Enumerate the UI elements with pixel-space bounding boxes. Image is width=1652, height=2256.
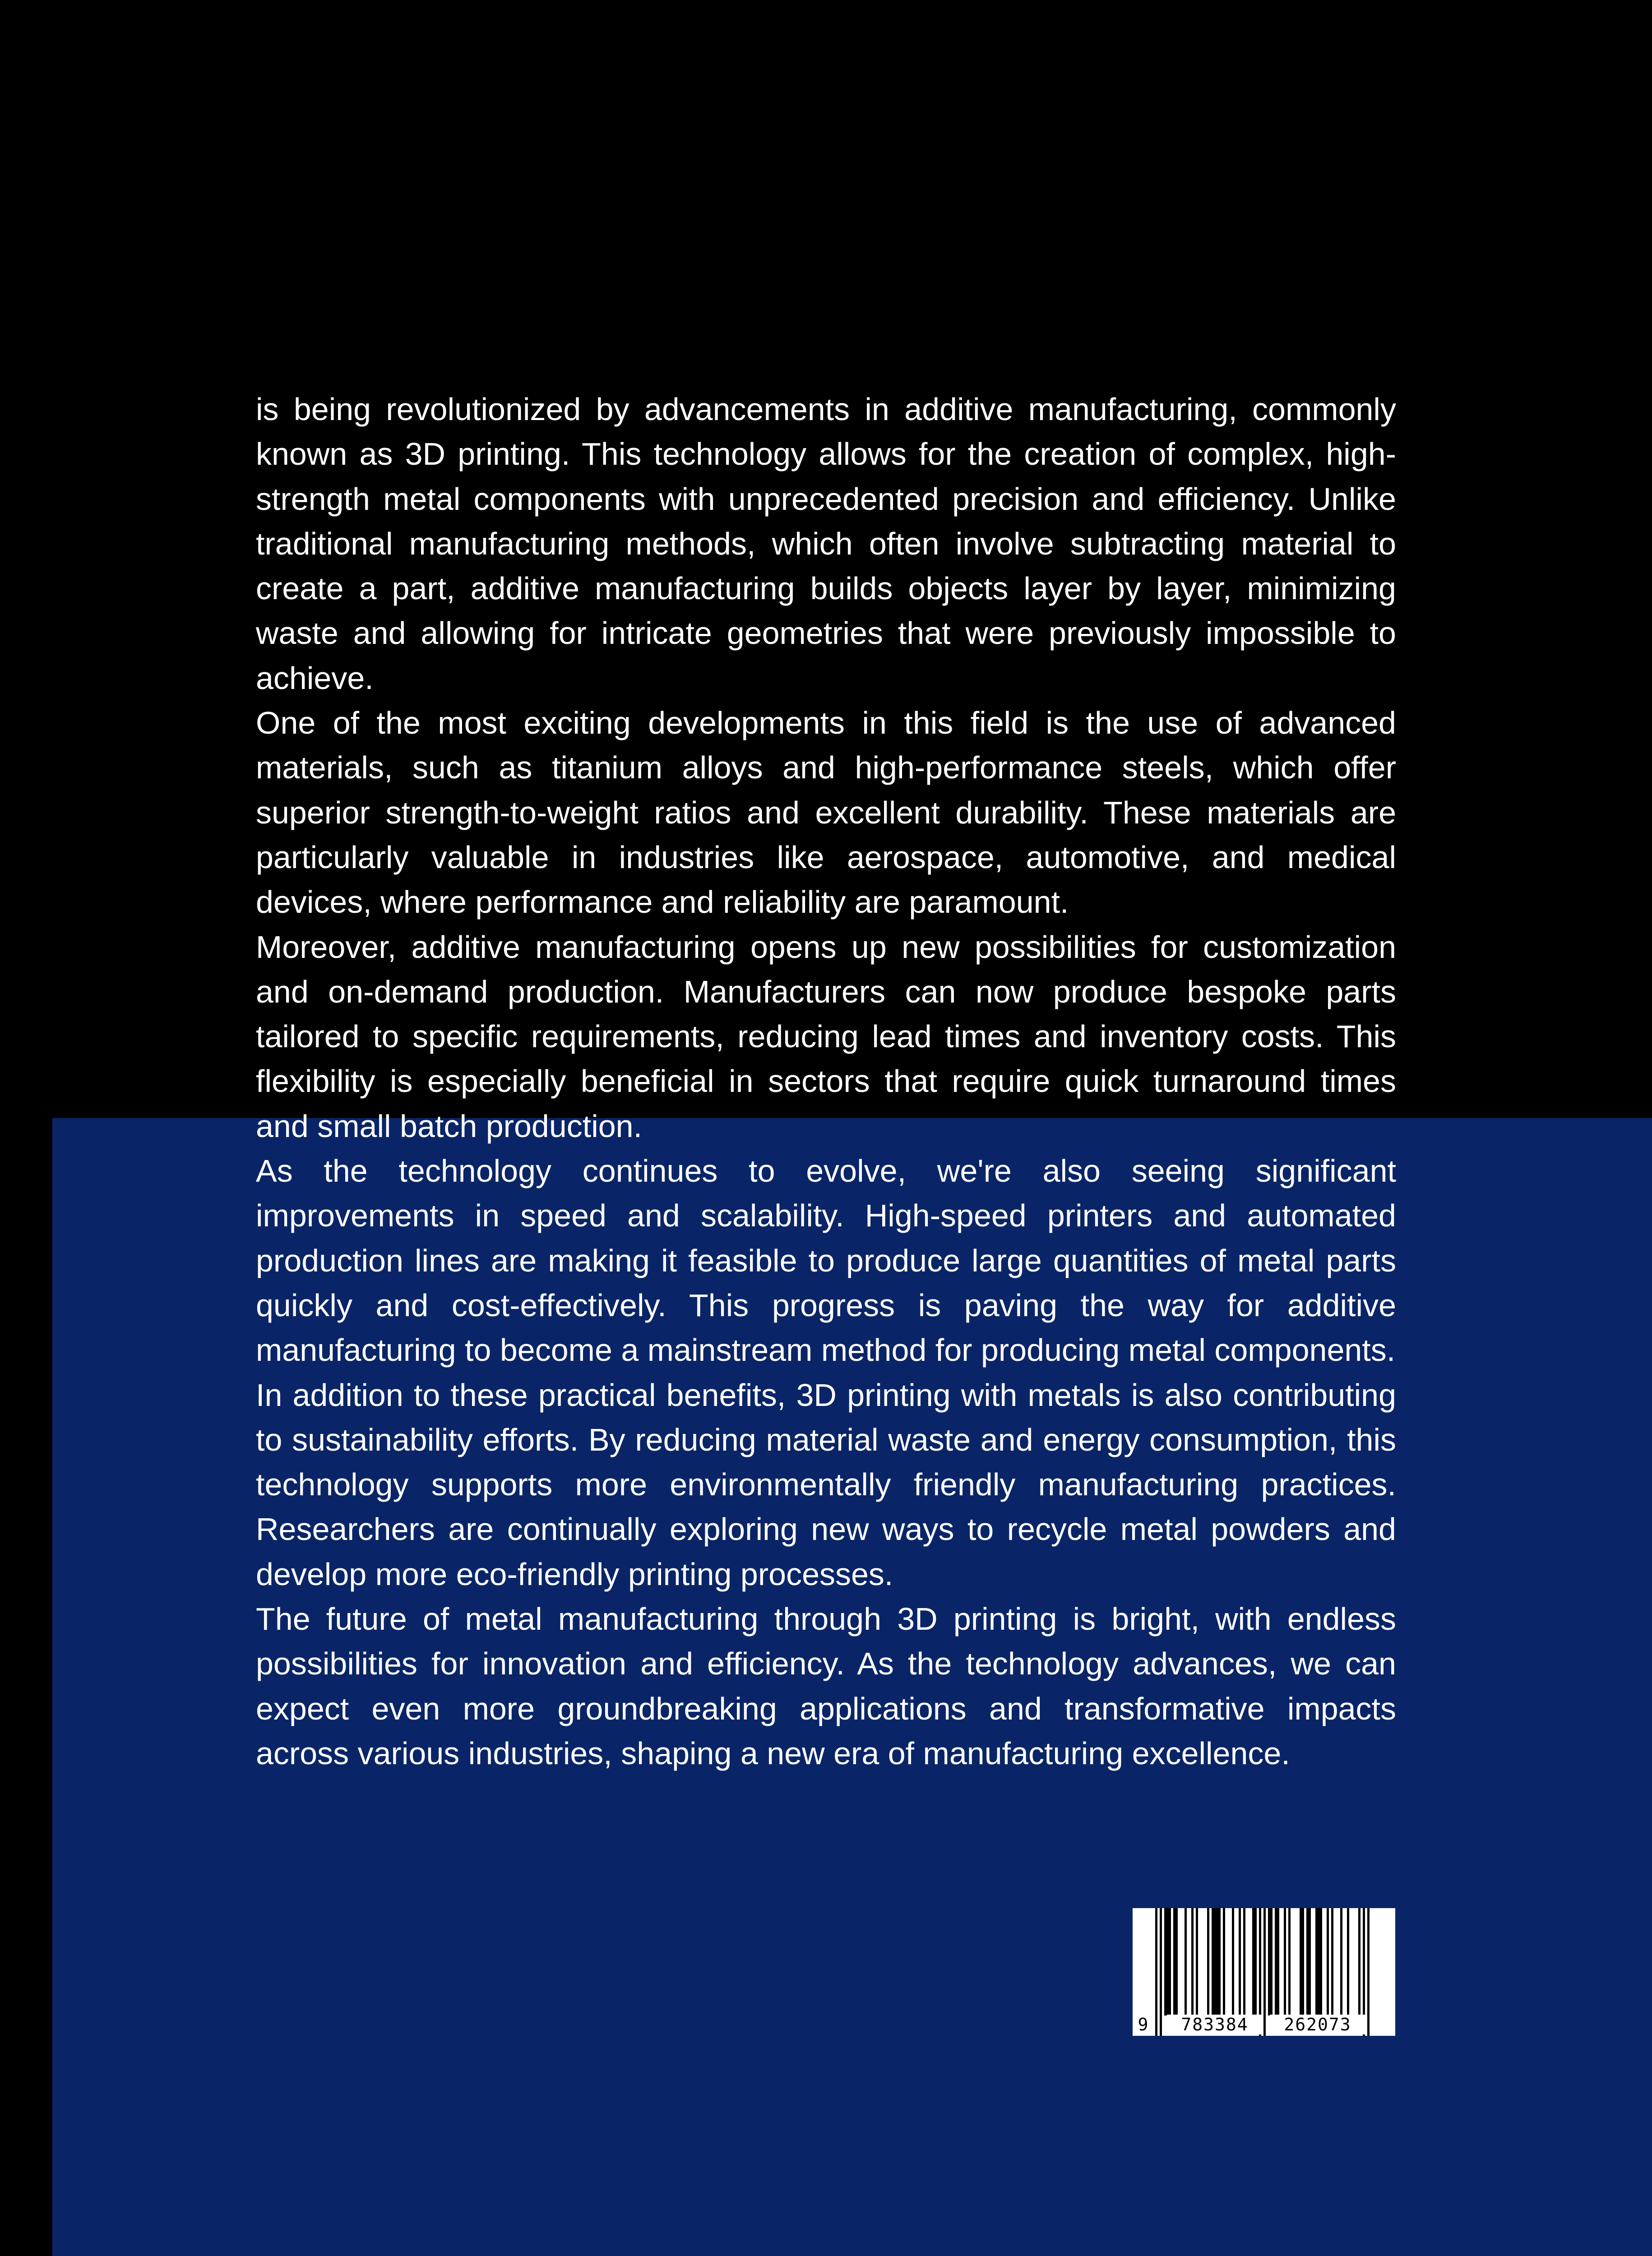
barcode-bar [1309, 1908, 1311, 2016]
paragraph: As the technology continues to evolve, we're also seeing significant improvements in speed and scalability. High-speed printers and automated production lines are making it feasible to produce large quantities of metal parts quickly and cost-effectively. This progress is paving the way for additive manufacturing to become a mainstream method for producing metal components. [256, 1153, 1396, 1368]
barcode-bar [1216, 1908, 1218, 2016]
barcode-bar [1173, 1908, 1175, 2016]
barcode-bar [1218, 1908, 1221, 2016]
barcode-right-group: 262073 [1270, 2015, 1365, 2034]
barcode-bar [1320, 1908, 1322, 2016]
barcode-bar [1315, 1908, 1318, 2016]
barcode-bar [1306, 1908, 1309, 2016]
barcode-bar [1191, 1908, 1194, 2016]
barcode-bar [1327, 1908, 1329, 2016]
barcode-bar [1175, 1908, 1178, 2016]
barcode-bar [1300, 1908, 1302, 2016]
barcode-bar [1331, 1908, 1333, 2016]
barcode-bar [1252, 1908, 1254, 2016]
barcode-bar [1169, 1908, 1171, 2016]
paragraph: The future of metal manufacturing through 3D printing is bright, with endless possibilities for innovation and efficiency. As the technology advances, we can expect even more groundbreaking applications and transformative impacts across various industries, shaping a new era of manufacturing excellence. [256, 1601, 1396, 1771]
barcode-left-group: 783384 [1167, 2015, 1263, 2034]
barcode-bar [1155, 1908, 1157, 2036]
barcode-bar [1275, 1908, 1277, 2016]
barcode-bar [1318, 1908, 1320, 2016]
paragraph: is being revolutionized by advancements in additive manufacturing, commonly known as 3D printing. This technology allows for the creation of complex, high-strength metal components with unprecedented precision and efficiency. Unlike traditional manufacturing methods, which often involve subtracting material to create a part, additive manufacturing builds objects layer by layer, minimizing waste and allowing for intricate geometries that were previously impossible to achieve. [256, 392, 1396, 696]
barcode-bar [1270, 1908, 1273, 2016]
barcode-bar [1288, 1908, 1291, 2016]
paragraph: One of the most exciting developments in this field is the use of advanced materials, such as titanium alloys and high-performance steels, which offer superior strength-to-weight ratios and excellent durability. These materials are particularly valuable in industries like aerospace, automotive, and medical devices, where performance and reliability are paramount. [256, 705, 1396, 920]
barcode-bar [1239, 1908, 1241, 2016]
back-cover-text [256, 387, 1396, 1776]
barcode-bar [1358, 1908, 1360, 2016]
barcode-bar [1243, 1908, 1245, 2016]
barcode-bar [1214, 1908, 1216, 2016]
barcode-bar [1185, 1908, 1187, 2016]
barcode-bar [1160, 1908, 1162, 2036]
barcode-bar [1284, 1908, 1286, 2016]
paragraph: In addition to these practical benefits, 3D printing with metals is also contributing to sustainability efforts. By reducing material waste and energy consumption, this technology supports more environmentally friendly manufacturing practices. Researchers are continually exploring new ways to recycle metal powders and develop more eco-friendly printing processes. [256, 1377, 1396, 1592]
barcode-bar [1164, 1908, 1166, 2016]
barcode-bar [1268, 1908, 1270, 2016]
barcode-bar [1254, 1908, 1257, 2016]
barcode-bar [1212, 1908, 1214, 2016]
barcode-bar [1340, 1908, 1342, 2016]
barcode-bar [1196, 1908, 1198, 2016]
barcode-bar [1347, 1908, 1349, 2016]
barcode-bar [1277, 1908, 1279, 2016]
barcode-bar [1207, 1908, 1209, 2016]
barcode-bar [1223, 1908, 1225, 2016]
barcode-bar [1232, 1908, 1234, 2016]
barcode-bar [1166, 1908, 1169, 2016]
barcode-bar [1263, 1908, 1266, 2036]
barcode-lead-digit: 9 [1134, 2015, 1152, 2034]
paragraph: Moreover, additive manufacturing opens up new possibilities for customization and on-demand production. Manufacturers can now produce bespoke parts tailored to specific requirements, reducing lead times and inventory costs. This flexibility is especially beneficial in sectors that require quick turnaround times and small batch production. [256, 929, 1396, 1144]
barcode-bar [1302, 1908, 1304, 2016]
isbn-barcode [1133, 1908, 1395, 2036]
barcode-bar [1367, 1908, 1370, 2036]
